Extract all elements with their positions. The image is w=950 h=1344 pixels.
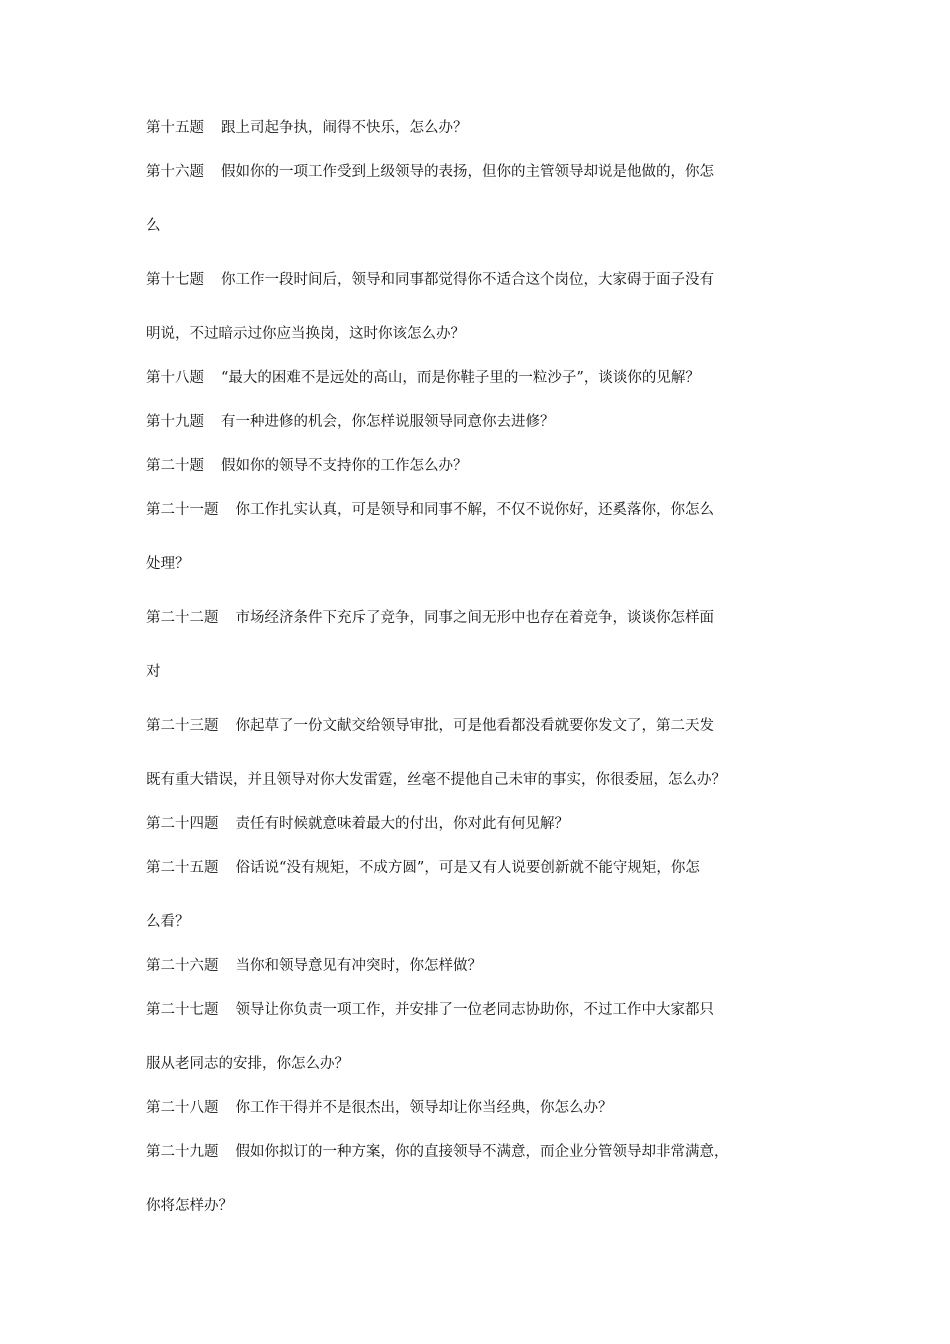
question-number: 第十七题: [146, 272, 204, 288]
question-number: 第十八题: [146, 370, 204, 386]
question-21-continuation: 处理？: [146, 556, 190, 572]
question-text: 责任有时候就意味着最大的付出，你对此有何见解？: [235, 816, 569, 832]
question-24: [146, 814, 816, 834]
question-text: 你起草了一份文献交给领导审批，可是他看都没看就要你发文了，第二天发: [235, 718, 714, 734]
question-29-continuation: 你将怎样办？: [146, 1198, 233, 1214]
question-17: [146, 270, 816, 290]
question-number: 第十九题: [146, 414, 204, 430]
question-text: 跟上司起争执，闹得不快乐，怎么办？: [221, 120, 468, 136]
question-text: 假如你拟订的一种方案，你的直接领导不满意，而企业分管领导却非常满意，: [235, 1144, 729, 1160]
question-23-continuation: 既有重大错误，并且领导对你大发雷霆，丝毫不提他自己未审的事实，你很委屈，怎么办？: [146, 772, 726, 788]
question-21: [146, 500, 816, 520]
question-number: 第二十九题: [146, 1144, 219, 1160]
question-text: 你工作一段时间后，领导和同事都觉得你不适合这个岗位，大家碍于面子没有: [221, 272, 714, 288]
question-22: [146, 608, 816, 628]
question-text: 市场经济条件下充斥了竞争，同事之间无形中也存在着竞争，谈谈你怎样面: [235, 610, 714, 626]
question-number: 第二十八题: [146, 1100, 219, 1116]
question-16-continuation: 么: [146, 218, 161, 234]
question-text: 当你和领导意见有冲突时，你怎样做？: [235, 958, 482, 974]
question-25-continuation: 么看？: [146, 914, 190, 930]
question-16: [146, 162, 816, 182]
question-text: 你工作干得并不是很杰出，领导却让你当经典，你怎么办？: [235, 1100, 613, 1116]
question-17-continuation: 明说，不过暗示过你应当换岗，这时你该怎么办？: [146, 326, 465, 342]
question-27: [146, 1000, 816, 1020]
question-number: 第十六题: [146, 164, 204, 180]
question-number: 第二十七题: [146, 1002, 219, 1018]
question-text: 假如你的领导不支持你的工作怎么办？: [221, 458, 468, 474]
question-20: [146, 456, 816, 476]
question-number: 第十五题: [146, 120, 204, 136]
question-number: 第二十五题: [146, 860, 219, 876]
question-text: “最大的困难不是远处的高山，而是你鞋子里的一粒沙子”，谈谈你的见解？: [221, 370, 700, 386]
question-text: 你工作扎实认真，可是领导和同事不解，不仅不说你好，还奚落你，你怎么: [235, 502, 714, 518]
question-23: [146, 716, 816, 736]
question-number: 第二十题: [146, 458, 204, 474]
question-number: 第二十四题: [146, 816, 219, 832]
question-number: 第二十六题: [146, 958, 219, 974]
question-26: [146, 956, 816, 976]
question-25: [146, 858, 816, 878]
question-number: 第二十三题: [146, 718, 219, 734]
question-text: 假如你的一项工作受到上级领导的表扬，但你的主管领导却说是他做的，你怎: [221, 164, 714, 180]
question-28: [146, 1098, 816, 1118]
question-19: [146, 412, 816, 432]
question-15: [146, 118, 816, 138]
question-text: 领导让你负责一项工作，并安排了一位老同志协助你，不过工作中大家都只: [235, 1002, 714, 1018]
question-27-continuation: 服从老同志的安排，你怎么办？: [146, 1056, 349, 1072]
question-number: 第二十二题: [146, 610, 219, 626]
question-29: [146, 1142, 816, 1162]
question-text: 俗话说“没有规矩，不成方圆”，可是又有人说要创新就不能守规矩，你怎: [235, 860, 700, 876]
question-number: 第二十一题: [146, 502, 219, 518]
question-text: 有一种进修的机会，你怎样说服领导同意你去进修？: [221, 414, 555, 430]
question-18: [146, 368, 816, 388]
question-22-continuation: 对: [146, 664, 161, 680]
question-list: [146, 118, 816, 1216]
